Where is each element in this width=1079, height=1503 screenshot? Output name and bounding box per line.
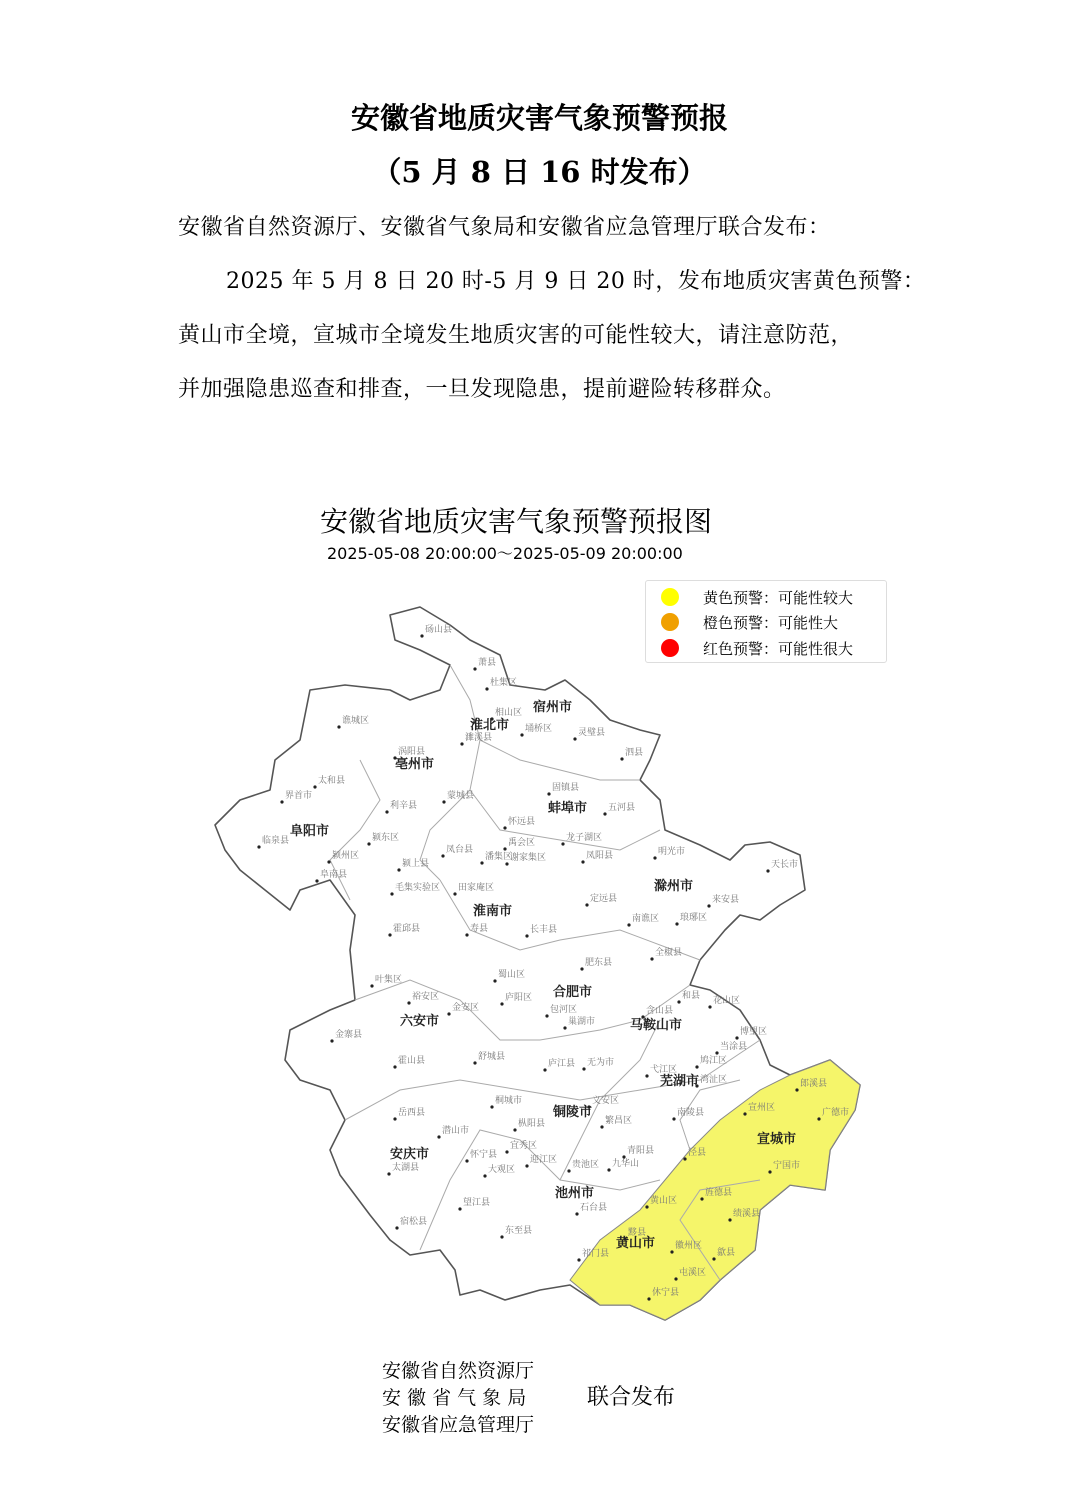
county-dot-icon: [627, 923, 630, 926]
county-label: 花山区: [713, 996, 741, 1006]
county-label: 蜀山区: [498, 970, 526, 980]
county-dot-icon: [715, 1051, 718, 1054]
county-label: 阜南县: [320, 870, 348, 880]
county-dot-icon: [453, 892, 456, 895]
county-dot-icon: [768, 1170, 771, 1173]
county-dot-icon: [473, 667, 476, 670]
county-dot-icon: [393, 1117, 396, 1120]
city-label: 蚌埠市: [548, 801, 588, 816]
county-label: 相山区: [495, 708, 523, 718]
county-dot-icon: [795, 1088, 798, 1091]
county-label: 明光市: [658, 847, 686, 857]
county-dot-icon: [735, 1036, 738, 1039]
county-label: 东至县: [505, 1226, 533, 1236]
county-label: 利辛县: [390, 801, 418, 811]
county-label: 旌德县: [705, 1188, 733, 1198]
county-label: 怀宁县: [470, 1150, 498, 1160]
county-label: 庐江县: [548, 1059, 576, 1069]
county-dot-icon: [695, 1065, 698, 1068]
county-label: 和县: [682, 991, 701, 1001]
legend-label: 黄色预警：可能性较大: [703, 588, 854, 607]
county-dot-icon: [645, 1205, 648, 1208]
county-dot-icon: [677, 1000, 680, 1003]
county-dot-icon: [766, 869, 769, 872]
city-label: 铜陵市: [553, 1105, 593, 1120]
county-label: 太湖县: [392, 1163, 420, 1173]
county-label: 界首市: [285, 791, 313, 801]
county-dot-icon: [313, 785, 316, 788]
county-label: 禹会区: [508, 838, 536, 848]
county-dot-icon: [390, 892, 393, 895]
county-label: 田家庵区: [458, 883, 495, 893]
county-label: 青阳县: [627, 1146, 655, 1156]
county-dot-icon: [585, 903, 588, 906]
city-label: 安庆市: [390, 1147, 430, 1162]
county-label: 泾县: [688, 1148, 707, 1158]
county-label: 义安区: [592, 1096, 620, 1106]
county-label: 琅琊区: [680, 913, 708, 923]
county-dot-icon: [712, 1257, 715, 1260]
county-dot-icon: [442, 800, 445, 803]
county-label: 毛集实验区: [395, 883, 441, 893]
county-dot-icon: [520, 733, 523, 736]
county-dot-icon: [581, 860, 584, 863]
county-label: 南谯区: [632, 914, 660, 924]
county-dot-icon: [622, 1155, 625, 1158]
county-dot-icon: [441, 854, 444, 857]
yellow-dot-icon: [661, 588, 679, 606]
map-time-range: 2025-05-08 20:00:00～2025-05-09 20:00:00: [327, 544, 683, 563]
county-label: 祁门县: [582, 1249, 610, 1259]
county-dot-icon: [500, 1002, 503, 1005]
legend-label: 橙色预警：可能性大: [703, 613, 839, 632]
county-dot-icon: [393, 1065, 396, 1068]
county-dot-icon: [327, 860, 330, 863]
county-dot-icon: [490, 1105, 493, 1108]
county-label: 潜山市: [442, 1126, 470, 1136]
county-dot-icon: [367, 842, 370, 845]
county-dot-icon: [525, 934, 528, 937]
county-label: 湾沚区: [700, 1075, 728, 1085]
county-label: 岳西县: [398, 1108, 426, 1118]
county-label: 砀山县: [425, 625, 453, 635]
county-label: 叶集区: [375, 975, 403, 985]
county-dot-icon: [545, 1014, 548, 1017]
county-dot-icon: [645, 1074, 648, 1077]
county-dot-icon: [525, 1164, 528, 1167]
county-label: 凤台县: [446, 845, 474, 855]
county-dot-icon: [485, 687, 488, 690]
county-dot-icon: [672, 1117, 675, 1120]
county-label: 歙县: [717, 1248, 736, 1258]
county-label: 涡阳县: [398, 747, 426, 757]
county-label: 枞阳县: [518, 1119, 546, 1129]
county-dot-icon: [503, 847, 506, 850]
county-label: 埇桥区: [525, 724, 553, 734]
county-dot-icon: [708, 1005, 711, 1008]
county-dot-icon: [607, 1168, 610, 1171]
county-label: 长丰县: [530, 925, 558, 935]
county-dot-icon: [257, 845, 260, 848]
county-dot-icon: [647, 1297, 650, 1300]
county-label: 潘集区: [485, 852, 513, 862]
county-label: 宿松县: [400, 1217, 428, 1227]
county-label: 望江县: [463, 1198, 491, 1208]
county-label: 鸠江区: [700, 1056, 728, 1066]
city-label: 宣城市: [757, 1132, 797, 1147]
county-dot-icon: [561, 842, 564, 845]
county-label: 金寨县: [335, 1030, 363, 1040]
legend-item-yellow: [661, 586, 853, 608]
footer-joint-release: 联合发布: [587, 1385, 676, 1410]
warning-text-line2: 黄山市全境，宣城市全境发生地质灾害的可能性较大，请注意防范，: [178, 323, 854, 348]
county-dot-icon: [437, 1135, 440, 1138]
city-label: 淮北市: [470, 718, 510, 733]
legend-label: 红色预警：可能性很大: [703, 639, 854, 658]
legend-item-orange: [661, 611, 838, 633]
county-dot-icon: [653, 856, 656, 859]
county-label: 黟县: [628, 1228, 647, 1238]
county-label: 泗县: [625, 748, 644, 758]
county-label: 杜集区: [490, 678, 518, 688]
county-dot-icon: [447, 1012, 450, 1015]
county-dot-icon: [513, 1128, 516, 1131]
county-label: 无为市: [587, 1058, 615, 1068]
county-dot-icon: [420, 634, 423, 637]
county-dot-icon: [480, 861, 483, 864]
county-label: 谢家集区: [510, 853, 547, 863]
county-label: 肥东县: [585, 958, 613, 968]
county-label: 颍州区: [332, 851, 360, 861]
county-dot-icon: [573, 737, 576, 740]
county-dot-icon: [567, 1169, 570, 1172]
warning-text-line1: 2025 年 5 月 8 日 20 时-5 月 9 日 20 时，发布地质灾害黄色预警：: [226, 269, 926, 294]
county-label: 舒城县: [478, 1052, 506, 1062]
city-label: 淮南市: [473, 904, 513, 919]
county-dot-icon: [387, 1172, 390, 1175]
county-label: 广德市: [822, 1108, 850, 1118]
county-dot-icon: [337, 725, 340, 728]
city-label: 马鞍山市: [630, 1018, 683, 1033]
county-dot-icon: [500, 1235, 503, 1238]
red-dot-icon: [661, 639, 679, 657]
city-label: 滁州市: [654, 879, 694, 894]
county-dot-icon: [385, 810, 388, 813]
county-dot-icon: [580, 967, 583, 970]
county-dot-icon: [582, 1067, 585, 1070]
county-label: 包河区: [550, 1005, 578, 1015]
city-label: 黄山市: [616, 1236, 656, 1251]
county-dot-icon: [600, 1125, 603, 1128]
county-dot-icon: [577, 1258, 580, 1261]
footer-org-2: 安 徽 省 气 象 局: [382, 1387, 527, 1409]
county-dot-icon: [458, 1207, 461, 1210]
county-label: 寿县: [470, 924, 489, 934]
city-label: 芜湖市: [660, 1074, 700, 1089]
county-dot-icon: [330, 1039, 333, 1042]
county-label: 繁昌区: [605, 1116, 633, 1126]
county-label: 五河县: [608, 803, 636, 813]
county-label: 谯城区: [342, 716, 370, 726]
county-label: 宜秀区: [510, 1141, 538, 1151]
county-dot-icon: [728, 1218, 731, 1221]
county-dot-icon: [397, 868, 400, 871]
footer-org-3: 安徽省应急管理厅: [382, 1414, 535, 1436]
county-dot-icon: [743, 1112, 746, 1115]
legend-item-red: [661, 637, 853, 659]
county-dot-icon: [543, 1068, 546, 1071]
county-label: 蒙城县: [447, 791, 475, 801]
county-label: 凤阳县: [586, 851, 614, 861]
county-label: 太和县: [318, 776, 346, 786]
county-label: 弋江区: [650, 1065, 678, 1075]
county-label: 霍邱县: [393, 924, 421, 934]
county-label: 宁国市: [773, 1161, 801, 1171]
county-dot-icon: [683, 1157, 686, 1160]
county-dot-icon: [675, 922, 678, 925]
county-label: 九华山: [612, 1159, 640, 1169]
document-title: 安徽省地质灾害气象预警预报: [350, 101, 728, 135]
county-label: 南陵县: [677, 1108, 705, 1118]
map-title: 安徽省地质灾害气象预警预报图: [320, 505, 713, 538]
county-label: 颍东区: [372, 833, 400, 843]
county-label: 巢湖市: [568, 1017, 596, 1027]
county-dot-icon: [493, 979, 496, 982]
county-dot-icon: [407, 1001, 410, 1004]
county-label: 庐阳区: [505, 993, 533, 1003]
county-label: 霍山县: [398, 1056, 426, 1066]
county-label: 濉溪县: [465, 733, 493, 743]
county-label: 裕安区: [412, 992, 440, 1002]
county-dot-icon: [460, 742, 463, 745]
county-label: 金安区: [452, 1003, 480, 1013]
county-label: 宣州区: [748, 1103, 776, 1113]
county-label: 徽州区: [675, 1241, 703, 1251]
county-dot-icon: [465, 1159, 468, 1162]
city-label: 合肥市: [553, 985, 593, 1000]
county-label: 定远县: [590, 894, 618, 904]
county-label: 迎江区: [530, 1155, 558, 1165]
county-dot-icon: [700, 1197, 703, 1200]
county-label: 龙子湖区: [566, 833, 603, 843]
county-label: 来安县: [712, 895, 740, 905]
footer-org-1: 安徽省自然资源厅: [382, 1360, 535, 1382]
county-label: 屯溪区: [679, 1268, 707, 1278]
county-dot-icon: [483, 1174, 486, 1177]
orange-dot-icon: [661, 613, 679, 631]
map-legend: [645, 580, 887, 663]
county-dot-icon: [547, 792, 550, 795]
county-dot-icon: [505, 862, 508, 865]
county-dot-icon: [563, 1026, 566, 1029]
county-label: 临泉县: [262, 836, 290, 846]
county-dot-icon: [395, 1226, 398, 1229]
county-dot-icon: [315, 879, 318, 882]
county-dot-icon: [603, 812, 606, 815]
intro-text: 安徽省自然资源厅、安徽省气象局和安徽省应急管理厅联合发布：: [178, 215, 831, 240]
county-label: 含山县: [646, 1006, 674, 1016]
county-label: 桐城市: [495, 1096, 523, 1106]
city-label: 宿州市: [533, 700, 573, 715]
county-dot-icon: [280, 800, 283, 803]
warning-text-line3: 并加强隐患巡查和排查，一旦发现隐患，提前避险转移群众。: [178, 377, 786, 402]
county-label: 黄山区: [650, 1196, 678, 1206]
county-label: 绩溪县: [733, 1209, 761, 1219]
county-dot-icon: [670, 1250, 673, 1253]
county-label: 贵池区: [572, 1160, 600, 1170]
county-dot-icon: [817, 1117, 820, 1120]
county-dot-icon: [465, 933, 468, 936]
county-label: 怀远县: [508, 817, 536, 827]
city-label: 亳州市: [395, 757, 435, 772]
county-label: 全椒县: [655, 948, 683, 958]
county-dot-icon: [620, 757, 623, 760]
county-label: 博望区: [740, 1027, 768, 1037]
document-subtitle: （5 月 8 日 16 时发布）: [372, 155, 707, 189]
city-label: 六安市: [400, 1014, 440, 1029]
county-label: 郎溪县: [800, 1079, 828, 1089]
county-dot-icon: [473, 1061, 476, 1064]
county-label: 固镇县: [552, 783, 580, 793]
county-dot-icon: [505, 1150, 508, 1153]
county-label: 天长市: [771, 860, 799, 870]
county-label: 石台县: [580, 1203, 608, 1213]
county-dot-icon: [575, 1212, 578, 1215]
county-label: 当涂县: [720, 1042, 748, 1052]
city-label: 池州市: [555, 1186, 595, 1201]
county-dot-icon: [674, 1277, 677, 1280]
county-label: 萧县: [478, 658, 497, 668]
county-label: 灵璧县: [578, 728, 606, 738]
county-label: 休宁县: [652, 1288, 680, 1298]
county-dot-icon: [650, 957, 653, 960]
county-dot-icon: [503, 826, 506, 829]
county-dot-icon: [707, 904, 710, 907]
county-dot-icon: [388, 933, 391, 936]
county-dot-icon: [370, 984, 373, 987]
city-label: 阜阳市: [290, 824, 330, 839]
county-label: 大观区: [488, 1165, 516, 1175]
county-label: 颍上县: [402, 859, 430, 869]
